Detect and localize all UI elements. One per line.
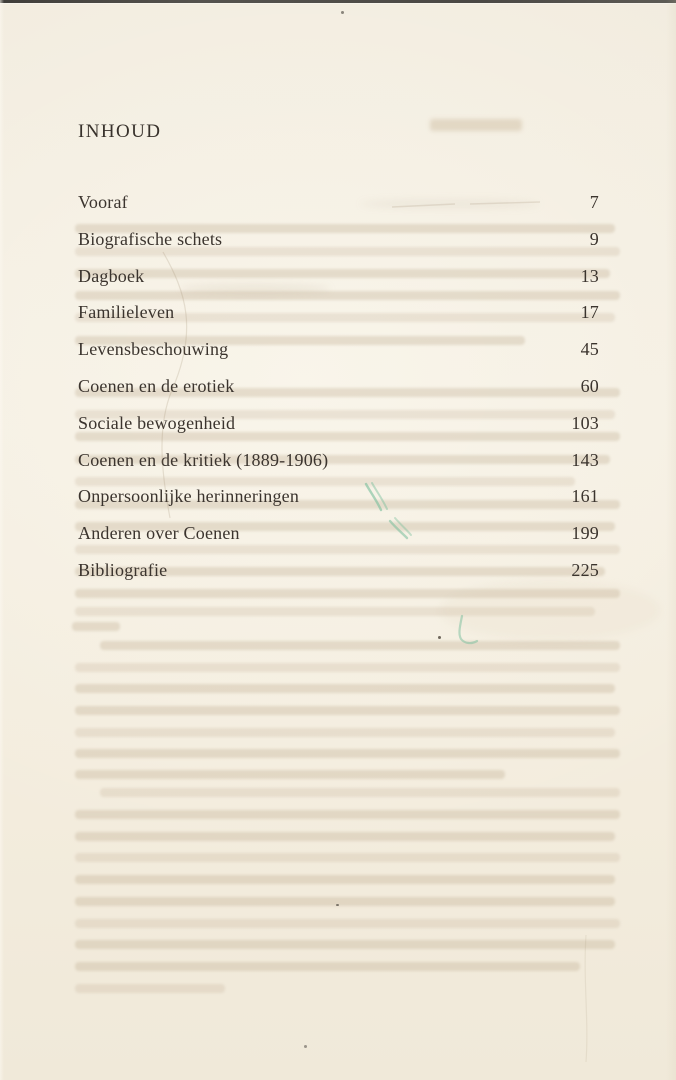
- toc-entry-label: Onpersoonlijke herinneringen: [78, 486, 300, 507]
- bleed-through-text-line: [75, 832, 615, 841]
- toc-row: [78, 221, 599, 258]
- toc-entry-label: Bibliografie: [78, 559, 168, 580]
- toc-entry-page-number: 199: [571, 523, 599, 544]
- paper-stain: [440, 580, 660, 640]
- bleed-through-text-line: [75, 897, 615, 906]
- toc-entry-label: Dagboek: [78, 265, 145, 286]
- bleed-through-text-line: [75, 684, 615, 693]
- toc-entry-label: Biografische schets: [78, 228, 223, 249]
- bleed-through-text-line: [75, 919, 620, 928]
- toc-entry-label: Anderen over Coenen: [78, 523, 240, 544]
- page-title: INHOUD: [78, 121, 162, 142]
- toc-entry-page-number: 143: [571, 449, 599, 470]
- paper-speck: [341, 11, 344, 14]
- bleed-through-text-line: [75, 962, 580, 971]
- toc-row: [78, 294, 599, 331]
- toc-entry-label: Levensbeschouwing: [78, 339, 229, 360]
- bleed-through-text-line: [100, 641, 620, 650]
- bleed-through-text-line: [75, 940, 615, 949]
- toc-row: [78, 442, 599, 479]
- toc-entry-page-number: 17: [580, 302, 599, 323]
- toc-entry-page-number: 225: [571, 559, 599, 580]
- bleed-through-text-line: [75, 770, 505, 779]
- toc-entry-page-number: 9: [589, 228, 599, 249]
- bleed-through-text-line: [75, 810, 620, 819]
- toc-entry-label: Coenen en de erotiek: [78, 375, 235, 396]
- bleed-through-text-line: [75, 853, 620, 862]
- toc-row: [78, 368, 599, 405]
- toc-entry-label: Familieleven: [78, 302, 175, 323]
- paper-speck: [438, 636, 441, 639]
- bleed-through-text-line: [75, 663, 620, 672]
- toc-row: [78, 258, 599, 295]
- toc-entry-page-number: 13: [580, 265, 599, 286]
- table-of-contents: [78, 184, 599, 589]
- paper-speck: [336, 904, 339, 906]
- toc-row: [78, 184, 599, 221]
- toc-row: [78, 405, 599, 442]
- bleed-through-text-line: [75, 749, 620, 758]
- toc-entry-label: Sociale bewogenheid: [78, 412, 236, 433]
- toc-entry-page-number: 60: [580, 375, 599, 396]
- bleed-through-text-line: [100, 788, 620, 797]
- toc-row: [78, 552, 599, 589]
- toc-row: [78, 515, 599, 552]
- bleed-through-text-line: [72, 622, 120, 631]
- toc-entry-page-number: 161: [571, 486, 599, 507]
- bleed-through-text-line: [75, 875, 615, 884]
- toc-row: [78, 478, 599, 515]
- bleed-through-text-line: [75, 984, 225, 993]
- toc-row: [78, 331, 599, 368]
- bleed-through-heading: [430, 119, 522, 131]
- toc-entry-label: Coenen en de kritiek (1889-1906): [78, 449, 329, 470]
- bleed-through-text-line: [75, 706, 620, 715]
- paper-speck: [304, 1045, 307, 1048]
- toc-entry-page-number: 45: [580, 339, 599, 360]
- toc-entry-page-number: 7: [589, 192, 599, 212]
- toc-entry-page-number: 103: [571, 412, 599, 433]
- bleed-through-text-line: [75, 728, 615, 737]
- toc-entry-label: Vooraf: [78, 192, 128, 212]
